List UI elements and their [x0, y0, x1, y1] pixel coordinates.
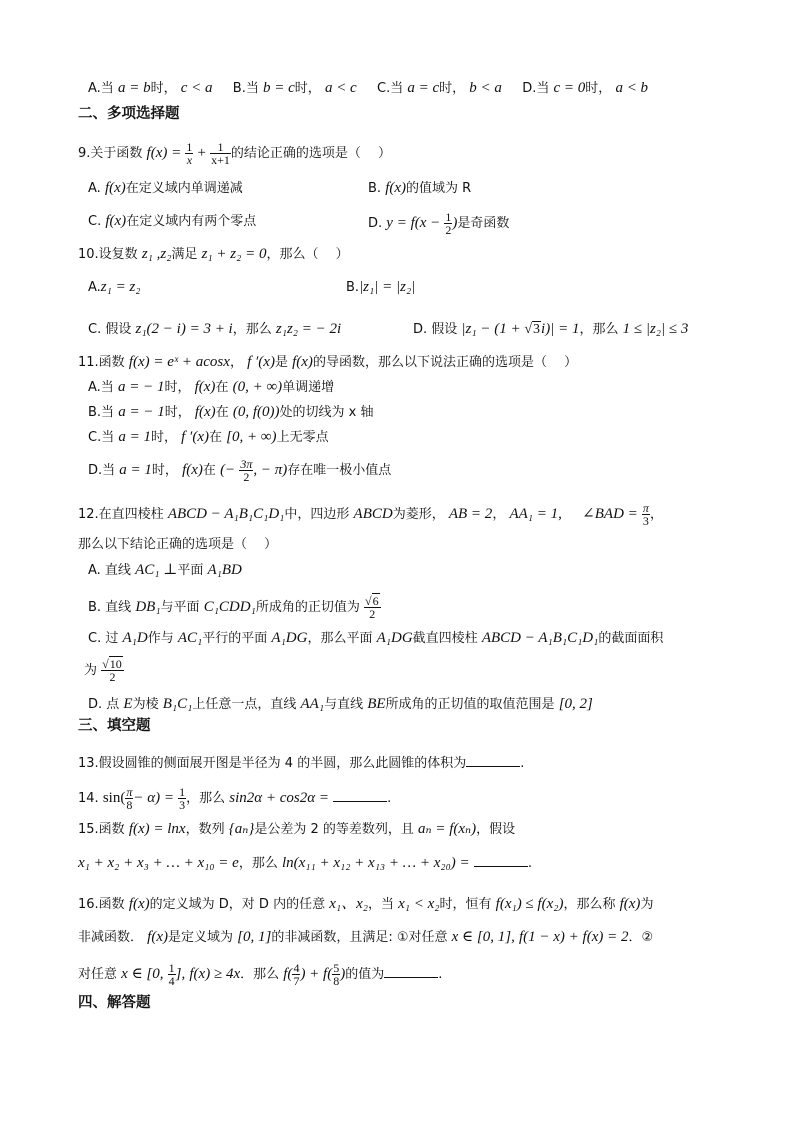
option-d-result: a < b — [615, 80, 649, 96]
q10-d-sqrt: √3 — [524, 322, 541, 337]
q9-d-math1: y = f(x − — [386, 215, 441, 231]
question-16 — [78, 894, 653, 915]
section-heading-solutions: 四、解答题 — [78, 995, 151, 1011]
q11-d-num: 3π — [240, 457, 253, 471]
q10-c-math2: z₁z₂ = − 2i — [275, 321, 342, 337]
q11-mid2: 是 — [274, 355, 288, 370]
option-b-time: 时， — [294, 81, 321, 96]
option-c-condition: a = c — [407, 80, 440, 96]
q14-rnum: 1 — [179, 785, 186, 799]
q12-option-b — [88, 595, 381, 620]
q11-a-end: 单调递增 — [282, 380, 335, 395]
q8-options — [88, 78, 648, 99]
q11-d-cond: a = 1 — [119, 462, 152, 478]
q12-option-d — [88, 694, 593, 715]
q12-prefix: 12.在直四棱柱 — [78, 507, 164, 522]
q14-t: ，那么 — [186, 791, 226, 806]
option-b-condition: b = c — [263, 80, 295, 96]
q11-a-cond: a = − 1 — [117, 379, 165, 395]
q14-m2: − α) = — [133, 790, 174, 806]
q10-d-radicand: 3 — [533, 322, 541, 337]
q12-c-t5: 的截面面积 — [598, 631, 664, 646]
option-d-label: D.当 — [522, 81, 550, 96]
q12-b-m2: C₁CDD₁ — [203, 599, 256, 615]
q12-d-m2: B₁C₁ — [162, 696, 193, 712]
option-b-result: a < c — [324, 80, 357, 96]
q16-ineq: f(x₁) ≤ f(x₂) — [495, 896, 564, 912]
q10-c-text: ，那么 — [232, 322, 272, 337]
q16-t2: ，当 — [367, 897, 394, 912]
q16-t3: 时，恒有 — [439, 897, 492, 912]
question-15 — [78, 819, 515, 840]
q14-rden: 3 — [179, 798, 186, 812]
q12-c-den: 2 — [109, 670, 116, 684]
q12-d-m1: E — [123, 696, 133, 712]
q16-prefix: 16.函数 — [78, 897, 125, 912]
q9-prefix: 9.关于函数 — [78, 146, 143, 161]
q12-prism: ABCD − A₁B₁C₁D₁ — [167, 506, 285, 522]
q16-t4: ，那么称 — [563, 897, 616, 912]
q16-fx2: f(x) — [619, 896, 641, 912]
q11-d-t2: 在 — [202, 463, 216, 478]
q11-option-d — [88, 458, 391, 483]
q12-c-line2-text: 为 — [84, 663, 98, 678]
q11-d-int2: , − π) — [253, 462, 288, 478]
q10-d-math3: 1 ≤ |z₂| ≤ 3 — [622, 321, 689, 337]
q12-d-t3: 与直线 — [324, 697, 364, 712]
q12-end: ， — [649, 507, 663, 522]
q11-a-interval: (0, + ∞) — [232, 379, 283, 395]
q11-d-fx: f(x) — [182, 462, 203, 478]
q15-t2: 是公差为 2 的等差数列，且 — [254, 822, 414, 837]
q10-d-label: D. 假设 — [413, 322, 458, 337]
q9-frac2-num: 1 — [210, 141, 231, 154]
q9-option-b — [368, 178, 471, 199]
q14-m3: sin2α + cos2α = — [229, 790, 330, 806]
q12-d-m5: [0, 2] — [558, 696, 593, 712]
q16-line2-a: 非减函数． — [78, 930, 144, 945]
q11-mid1: ， — [229, 355, 243, 370]
q14-answer-blank — [333, 787, 387, 802]
q12-sep: ， — [492, 507, 506, 522]
q10-option-b — [346, 277, 415, 298]
option-c-time: 时， — [439, 81, 466, 96]
q9-frac2-den: x+1 — [211, 153, 230, 167]
q16-line3-m2: ], — [175, 966, 186, 982]
q12-option-a — [88, 560, 242, 581]
q11-c-end: 上无零点 — [276, 430, 329, 445]
q11-b-cond: a = − 1 — [118, 404, 165, 420]
section-heading-multiple-choice: 二、多项选择题 — [78, 106, 180, 122]
q12-c-m1: A₁D — [122, 630, 148, 646]
q12-c-t3: ，那么平面 — [307, 631, 373, 646]
q16-line3-c: 的值为 — [345, 967, 385, 982]
q11-a-t: 时， — [164, 380, 191, 395]
question-10 — [78, 244, 349, 265]
q12-b-den: 2 — [369, 607, 376, 621]
q14-den: 8 — [126, 798, 133, 812]
q9-function: f(x) = — [146, 145, 182, 161]
q16-d2: 8 — [333, 974, 340, 988]
q11-b-t: 时， — [164, 405, 191, 420]
q11-d-end: 存在唯一极小值点 — [287, 463, 392, 478]
q15-cond: aₙ = f(xₙ) — [418, 821, 477, 837]
q14-end: . — [387, 791, 392, 806]
q11-option-a — [88, 377, 334, 398]
q9-fraction-2 — [210, 141, 231, 166]
q9-c-math: f(x) — [105, 213, 127, 229]
q11-d-int1: (− — [220, 462, 236, 478]
q11-derivative: f ′(x) — [247, 354, 275, 370]
option-d-condition: c = 0 — [553, 80, 586, 96]
q14-fraction-2 — [178, 786, 186, 811]
q9-d-text: 是奇函数 — [457, 216, 510, 231]
q12-d-t2: 上任意一点，直线 — [192, 697, 297, 712]
q11-d-t: 时， — [151, 463, 178, 478]
q12-b-label: B. 直线 — [88, 600, 132, 615]
q16-line3-m4b: ) + f( — [300, 966, 333, 982]
question-9 — [78, 141, 391, 166]
q15-line-2 — [78, 852, 532, 874]
q12-d-m3: AA₁ — [300, 696, 325, 712]
q12-angle-fraction — [642, 502, 650, 527]
q12-d-label: D. 点 — [88, 697, 120, 712]
q16-n2: 5 — [333, 961, 340, 975]
q11-option-c — [88, 427, 329, 448]
q16-line2-int: [0, 1] — [237, 929, 272, 945]
q11-fx: f(x) — [292, 354, 313, 370]
q11-prefix: 11.函数 — [78, 355, 125, 370]
q9-frac1-den: x — [186, 153, 193, 167]
q14-num: π — [126, 785, 133, 799]
q16-line2-c: 的非减函数，且满足: ①对任意 — [271, 930, 448, 945]
q11-b-end: 处的切线为 x 轴 — [279, 405, 374, 420]
q12-b-fraction: $\frac{√6}{2}$ — [364, 594, 379, 621]
question-13 — [78, 752, 524, 774]
q9-d-den: 2 — [445, 223, 452, 237]
question-12 — [78, 502, 663, 527]
q11-c-t2: 在 — [209, 430, 223, 445]
q15-end: . — [527, 856, 532, 871]
q16-line2-b: 是定义域为 — [167, 930, 233, 945]
q10-option-c — [88, 319, 341, 340]
q10-c-label: C. 假设 — [88, 322, 132, 337]
q10-d-math1: |z₁ − (1 + — [461, 321, 525, 337]
q16-end: . — [438, 967, 443, 982]
q12-aa1: AA₁ = 1, — [509, 506, 562, 522]
q16-vars: x₁、x₂ — [329, 896, 368, 912]
q12-a-m2: A₁BD — [207, 562, 242, 578]
q9-d-num: 1 — [445, 210, 452, 224]
q9-option-a — [88, 178, 243, 199]
q10-mid: 满足 — [171, 247, 198, 262]
q12-d-m4: BE — [367, 696, 386, 712]
q10-prefix: 10.设复数 — [78, 247, 138, 262]
q11-a-t2: 在 — [215, 380, 229, 395]
q11-b-t2: 在 — [215, 405, 229, 420]
q15-line2-m2: ln(x₁₁ + x₁₂ + x₁₃ + … + x₂₀) = — [281, 855, 470, 871]
q12-ang-den: 3 — [642, 514, 649, 528]
q10-d-math2: i)| = 1 — [541, 321, 580, 337]
q15-t1: ，数列 — [185, 822, 225, 837]
q12-option-c — [88, 628, 663, 649]
q15-line2-t: ，那么 — [238, 856, 278, 871]
option-a-condition: a = b — [117, 80, 151, 96]
q11-d-fraction — [239, 458, 253, 483]
q16-answer-blank — [384, 963, 438, 978]
q11-b-fx: f(x) — [194, 404, 216, 420]
q10-a-label: A. — [88, 280, 101, 295]
q16-cond: x₁ < x₂ — [398, 896, 440, 912]
q9-fraction-1 — [185, 141, 193, 166]
q14-prefix: 14. — [78, 791, 99, 806]
q16-n1: 4 — [293, 961, 300, 975]
q12-c-radicand: 10 — [109, 657, 122, 671]
q16-line2-d: ．② — [628, 930, 654, 945]
q16-line3-m4c: ) — [340, 966, 346, 982]
q12-c-m3: A₁DG — [271, 630, 308, 646]
q11-function: f(x) = eˣ + acosx — [128, 354, 230, 370]
q14-m1: sin( — [102, 790, 126, 806]
q12-c-t2: 平行的平面 — [202, 631, 268, 646]
q10-option-d — [413, 319, 688, 340]
q15-prefix: 15.函数 — [78, 822, 125, 837]
q16-line2-m: x ∈ [0, 1], — [451, 929, 515, 945]
q10-suffix: ，那么（ ） — [266, 247, 349, 262]
q12-ang-num: π — [642, 501, 649, 515]
q15-t3: ，假设 — [476, 822, 516, 837]
q11-d-den: 2 — [243, 470, 250, 484]
q12-b-t1: 与平面 — [160, 600, 200, 615]
q9-d-label: D. — [368, 216, 383, 231]
option-a-time: 时， — [150, 81, 177, 96]
q11-c-cond: a = 1 — [118, 429, 151, 445]
q16-line3-a: 对任意 — [78, 967, 118, 982]
q11-c-fx: f ′(x) — [181, 429, 209, 445]
q12-ab: AB = 2 — [448, 506, 493, 522]
q11-c-interval: [0, + ∞) — [226, 429, 277, 445]
q16-l3-num: 1 — [168, 961, 175, 975]
q10-d-text: ，那么 — [579, 322, 619, 337]
q10-b-math: |z₁| = |z₂| — [359, 279, 416, 295]
q12-b-radicand: 6 — [372, 594, 379, 608]
question-11 — [78, 352, 577, 373]
q10-condition: z₁ + z₂ = 0 — [201, 246, 267, 262]
q15-answer-blank — [474, 852, 528, 867]
q9-frac1-num: 1 — [186, 140, 193, 154]
q9-c-text: 在定义域内有两个零点 — [126, 214, 257, 229]
q10-vars: z₁ ,z₂ — [141, 246, 172, 262]
q12-a-t: 平面 — [177, 563, 204, 578]
q16-t1: 的定义域为 D，对 D 内的任意 — [149, 897, 326, 912]
q12-c-t1: 作与 — [147, 631, 174, 646]
q16-line2-m2: f(1 − x) + f(x) = 2 — [518, 929, 629, 945]
option-c-result: b < a — [469, 80, 502, 96]
q9-plus: + — [197, 145, 206, 161]
q11-c-label: C.当 — [88, 430, 115, 445]
option-d-time: 时， — [585, 81, 612, 96]
q12-mid1: 中，四边形 — [284, 507, 350, 522]
q11-a-label: A.当 — [88, 380, 114, 395]
q12-d-t4: 所成角的正切值的取值范围是 — [385, 697, 555, 712]
q12-b-m1: DB₁ — [135, 599, 161, 615]
q11-b-point: (0, f(0)) — [232, 404, 280, 420]
q11-suffix: 的导函数，那么以下说法正确的选项是（ ） — [312, 355, 578, 370]
q13-answer-blank — [466, 752, 520, 767]
q9-b-text: 的值域为 R — [406, 181, 472, 196]
q12-mid2: 为菱形， — [392, 507, 445, 522]
q12-a-label: A. 直线 — [88, 563, 131, 578]
q13-end: . — [520, 756, 525, 771]
q9-c-label: C. — [88, 214, 102, 229]
q16-line3-b: ．那么 — [240, 967, 280, 982]
q11-option-b — [88, 402, 373, 423]
q9-option-d — [368, 211, 509, 236]
question-14 — [78, 786, 391, 811]
option-b-label: B.当 — [232, 81, 259, 96]
q15-function: f(x) = lnx — [128, 821, 186, 837]
q12-d-t1: 为棱 — [132, 697, 159, 712]
q10-option-a — [88, 277, 141, 298]
q10-c-math1: z₁(2 − i) = 3 + i — [135, 321, 233, 337]
q15-line2-m: x₁ + x₂ + x₃ + … + x₁₀ = e — [78, 855, 239, 871]
q9-a-label: A. — [88, 181, 101, 196]
q16-line3-m4a: f( — [283, 966, 293, 982]
q16-line3-m3: f(x) ≥ 4x — [189, 966, 241, 982]
q16-t5: 为 — [640, 897, 654, 912]
q16-fx: f(x) — [128, 896, 150, 912]
q12-c-label: C. 过 — [88, 631, 119, 646]
q12-b-t2: 所成角的正切值为 — [255, 600, 360, 615]
q16-d1: 7 — [293, 974, 300, 988]
q9-b-label: B. — [368, 181, 382, 196]
q12-quad: ABCD — [353, 506, 393, 522]
q12-c-m5: ABCD − A₁B₁C₁D₁ — [481, 630, 599, 646]
q9-a-text: 在定义域内单调递减 — [125, 181, 243, 196]
option-a-label: A.当 — [88, 81, 114, 96]
q12-c-fraction: $\frac{√10}{2}$ — [102, 657, 122, 684]
q10-b-label: B. — [346, 280, 360, 295]
q9-d-math2: ) — [452, 215, 458, 231]
section-heading-fill-blank: 三、填空题 — [78, 718, 151, 734]
q11-d-label: D.当 — [88, 463, 116, 478]
q16-line-3 — [78, 962, 442, 987]
q12-a-m1: AC₁ ⊥ — [135, 562, 178, 578]
q12-c-m2: AC₁ — [177, 630, 203, 646]
q12-angle: ∠BAD = — [582, 506, 638, 522]
q16-line3-m1: x ∈ [0, — [121, 966, 164, 982]
q16-quarter-fraction — [168, 962, 176, 987]
option-c-label: C.当 — [377, 81, 404, 96]
q9-b-math: f(x) — [385, 180, 407, 196]
q15-seq: {aₙ} — [228, 821, 255, 837]
q11-a-fx: f(x) — [194, 379, 216, 395]
q12-option-c-line2 — [84, 658, 124, 683]
q16-line-2 — [78, 927, 653, 948]
q13-text: 13.假设圆锥的侧面展开图是半径为 4 的半圆，那么此圆锥的体积为 — [78, 756, 467, 771]
q11-c-t: 时， — [150, 430, 177, 445]
q10-a-math: z₁ = z₂ — [100, 279, 141, 295]
q12-c-t4: 截直四棱柱 — [412, 631, 478, 646]
q16-l3-den: 4 — [168, 974, 175, 988]
q11-b-label: B.当 — [88, 405, 115, 420]
q9-suffix: 的结论正确的选项是（ ） — [230, 146, 392, 161]
q9-option-c — [88, 211, 256, 232]
q12-line-2: 那么以下结论正确的选项是（ ） — [78, 537, 278, 552]
option-a-result: c < a — [180, 80, 213, 96]
q9-a-math: f(x) — [104, 180, 126, 196]
q12-c-m4: A₁DG — [376, 630, 413, 646]
q16-line2-fx: f(x) — [147, 929, 168, 945]
